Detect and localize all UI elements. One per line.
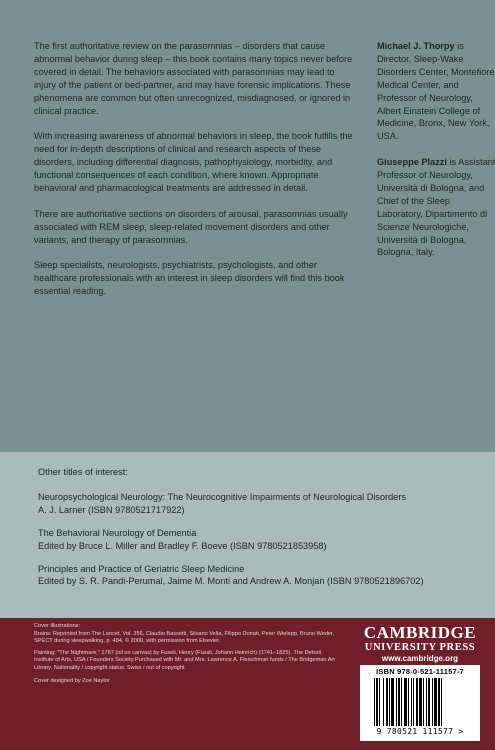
barcode-block [360,665,480,741]
author-name: Michael J. Thorpy [377,41,455,51]
credits-heading: Cover illustrations: [34,623,81,629]
list-item [38,527,478,553]
credits-painting: Painting: "The Nightmare," 1787 (oil on canvas) by Fuseli, Henry (Fussli, Johann Heinrich) (1741–1825). The Detroit Institute of Arts, USA / Founders Society Purchased with Mr. and Mrs. Lawrence A. Fleischman funds / The Bridgeman Art Library. Nationality / copyright status: Swiss / out of copyright. [34,649,335,671]
title-detail: Edited by S. R. Pandi-Perumal, Jaime M. Monti and Andrew A. Monjan (ISBN 9780521896702) [38,576,424,587]
description-paragraph: With increasing awareness of abnormal behaviors in sleep, the book fulfills the need for in-depth descriptions of clinical and research aspects of these disorders, including differential diagnosis, pathophysiology, morbidity, and functional consequences of each condition, where known. Appropriate behavioral and pharmacological treatments are addressed in detail. [34,131,353,193]
barcode-digits: 9 780521 111577 > [376,727,464,736]
cover-credits [34,623,339,690]
description-paragraph: The first authoritative review on the parasomnias – disorders that cause abnormal behavior during sleep – this book contains many topics never before covered in detail. The behaviors associated with parasomnias may lead to injury of the patient or bed-partner, and may have forensic implications. These phenomena are common but often unrecognized, misdiagnosed, or ignored in clinical practice. [34,41,353,116]
author-bio-text: is Director, Sleep-Wake Disorders Center, Montefiore Medical Center, and Professor of Neurology, Albert Einstein College of Medicine, Bronx, New York, USA. [377,41,495,142]
title-detail: A. J. Larner (ISBN 9780521717922) [38,504,185,515]
author-name: Giuseppe Plazzi [377,157,447,168]
author-bio [377,40,495,143]
credits-brains: Brains: Reprinted from The Lancet, Vol. 356, Claudio Bassetti, Silvano Vella, Filippo Donati, Peter Wielepp, Bruno Weder, SPECT during sleepwalking, p. 484, © 2000, with permission from Elsevier. [34,630,335,645]
publisher-name: CAMBRIDGE [363,623,477,642]
list-item [38,491,478,517]
publisher-url: www.cambridge.org [381,654,459,663]
credits-designer: Cover designed by Zoe Naylor [34,677,110,684]
title-name: The Behavioral Neurology of Dementia [38,527,197,538]
title-name: Principles and Practice of Geriatric Sleep Medicine [38,563,245,574]
title-name: Neuropsychological Neurology: The Neurocognitive Impairments of Neurological Disorders [38,491,407,502]
book-description [34,40,359,311]
publisher-panel [0,618,495,750]
description-paragraph: There are authoritative sections on disorders of arousal, parasomnias usually associated with REM sleep, sleep-related movement disorders and other variants, and therapy of parasomnias. [34,208,348,245]
author-bio-text: is Assistant Professor of Neurology, Università di Bologna, and Chief of the Sleep Laboratory, Dipartimento di Scienze Neurologiche, Università di Bologna, Bologna, Italy. [377,157,495,258]
list-item [38,563,478,589]
credits-block [34,623,339,646]
author-bio [377,156,495,259]
title-detail: Edited by Bruce L. Miller and Bradley F. Boeve (ISBN 9780521853958) [38,540,327,551]
publisher-subtitle: UNIVERSITY PRESS [364,642,476,653]
author-bios [377,40,495,272]
barcode-icon [374,678,466,726]
other-titles-panel [0,452,495,618]
other-titles-heading: Other titles of interest: [38,467,128,477]
isbn-label: ISBN 978-0-521-11157-7 [376,667,464,676]
publisher-logo [352,624,488,664]
description-paragraph: Sleep specialists, neurologists, psychiatrists, psychologists, and other healthcare professionals with an interest in sleep disorders will find this book essential reading. [34,260,345,297]
